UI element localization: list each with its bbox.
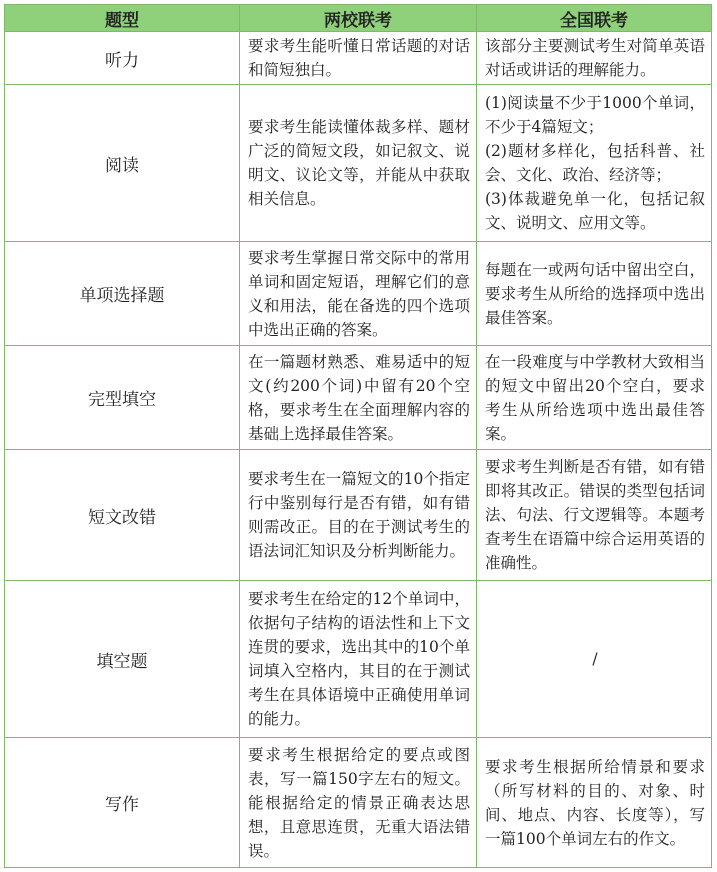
national-cell-line: (1)阅读量不少于1000个单词，不少于4篇短文； bbox=[485, 94, 705, 136]
table-row bbox=[5, 450, 712, 581]
national-cell bbox=[477, 85, 712, 242]
two-school-cell: 要求考生能读懂体裁多样、题材广泛的简短文段，如记叙文、说明文、议论文等，并能从中获取相关信息。 bbox=[240, 85, 477, 242]
question-type-cell: 写作 bbox=[5, 738, 240, 868]
question-type-cell: 短文改错 bbox=[5, 450, 240, 581]
table-row bbox=[5, 85, 712, 242]
question-type-cell: 阅读 bbox=[5, 85, 240, 242]
header-row bbox=[5, 5, 712, 32]
exam-comparison-table bbox=[4, 4, 712, 868]
header-question-type: 题型 bbox=[5, 5, 240, 32]
national-cell bbox=[477, 738, 712, 868]
comparison-table-wrapper bbox=[4, 4, 712, 868]
header-two-school-exam: 两校联考 bbox=[240, 5, 477, 32]
two-school-cell: 要求考生在一篇短文的10个指定行中鉴别每行是否有错，如有错则需改正。目的在于测试考生的语法词汇知识及分析判断能力。 bbox=[240, 450, 477, 581]
national-cell bbox=[477, 581, 712, 738]
two-school-cell: 要求考生在给定的12个单词中，依据句子结构的语法性和上下文连贯的要求，选出其中的10个单词填入空格内，其目的在于测试考生在具体语境中正确使用单词的能力。 bbox=[240, 581, 477, 738]
table-row bbox=[5, 346, 712, 450]
two-school-cell: 要求考生能听懂日常话题的对话和简短独白。 bbox=[240, 32, 477, 85]
national-cell-line: (3)体裁避免单一化，包括记叙文、说明文、应用文等。 bbox=[485, 190, 705, 232]
header-national-exam: 全国联考 bbox=[477, 5, 712, 32]
two-school-cell: 在一篇题材熟悉、难易适中的短文(约200个词)中留有20个空格，要求考生在全面理解内容的基础上选择最佳答案。 bbox=[240, 346, 477, 450]
national-cell-line: 要求考生判断是否有错，如有错即将其改正。错误的类型包括词法、句法、行文逻辑等。本题考查考生在语篇中综合运用英语的准确性。 bbox=[485, 458, 705, 572]
table-row bbox=[5, 581, 712, 738]
table-row bbox=[5, 32, 712, 85]
national-cell-line: 该部分主要测试考生对简单英语对话或讲话的理解能力。 bbox=[485, 37, 705, 79]
question-type-cell: 单项选择题 bbox=[5, 242, 240, 346]
question-type-cell: 填空题 bbox=[5, 581, 240, 738]
national-cell-line: (2)题材多样化，包括科普、社会、文化、政治、经济等； bbox=[485, 142, 705, 184]
two-school-cell: 要求考生掌握日常交际中的常用单词和固定短语，理解它们的意义和用法，能在备选的四个选项中选出正确的答案。 bbox=[240, 242, 477, 346]
table-row bbox=[5, 242, 712, 346]
national-cell bbox=[477, 242, 712, 346]
national-cell-line: 在一段难度与中学教材大致相当的短文中留出20个空白，要求考生从所给选项中选出最佳答案。 bbox=[485, 352, 705, 443]
national-cell-line: 要求考生根据所给情景和要求（所写材料的目的、对象、时间、地点、内容、长度等），写一篇100个单词左右的作文。 bbox=[485, 757, 705, 848]
national-cell bbox=[477, 346, 712, 450]
two-school-cell: 要求考生根据给定的要点或图表，写一篇150字左右的短文。能根据给定的情景正确表达思想，且意思连贯，无重大语法错误。 bbox=[240, 738, 477, 868]
question-type-cell: 听力 bbox=[5, 32, 240, 85]
national-cell-line: / bbox=[592, 650, 598, 668]
question-type-cell: 完型填空 bbox=[5, 346, 240, 450]
national-cell-line: 每题在一或两句话中留出空白，要求考生从所给的选择项中选出最佳答案。 bbox=[485, 260, 705, 327]
table-row bbox=[5, 738, 712, 868]
national-cell bbox=[477, 32, 712, 85]
national-cell bbox=[477, 450, 712, 581]
